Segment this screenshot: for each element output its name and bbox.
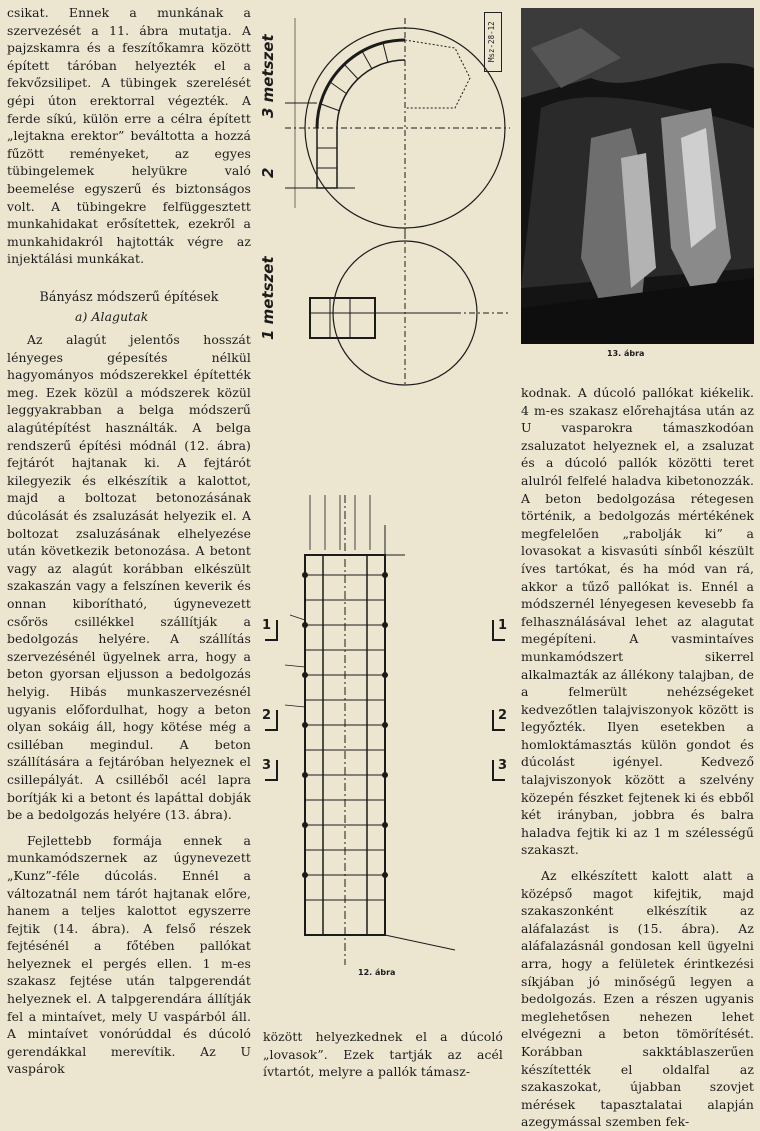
marker-2-right: 2 (498, 708, 508, 723)
text-column-right (521, 384, 754, 1131)
text-column-middle-bottom (263, 1028, 503, 1081)
cross-section-figure (255, 8, 515, 388)
marker-3-right: 3 (498, 758, 508, 773)
tunnel-photo (521, 8, 754, 344)
section-1-label: 1 metszet (259, 256, 277, 340)
marker-3-left: 3 (262, 758, 272, 773)
marker-1-right: 1 (498, 618, 508, 633)
paragraph-intro: csikat. Ennek a munkának a szervezését a 11. ábra mutatja. A pajzskamra és a feszítőkamra között épített tárόban helyezték el a fekvőzsilipet. A tübingek szerelését gépi úton erektorral végezték. A ferde síkú, külön erre a célra épített „lejtakna erektor” beváltotta a hozzá fűzött reményeket, az egyes tübingelemek helyükre való beemelése egyszerű és biztonságos volt. A tübingekre felfüggesztett munkahidakat erősítettek, ezekről a munkahidakról hajtották végre az injektálási munkákat. (7, 5, 251, 267)
marker-2-left: 2 (262, 708, 272, 723)
marker-1-left: 1 (262, 618, 272, 633)
section-2-label: 2 (259, 167, 277, 178)
section-heading: Bányász módszerű építések (39, 288, 219, 304)
text-column-left (7, 4, 251, 1078)
figure-12-caption: 12. ábra (358, 968, 396, 977)
figure-13-caption: 13. ábra (607, 349, 645, 358)
longitudinal-section-figure (255, 495, 520, 965)
section-3-label: 3 metszet (259, 34, 277, 118)
drawing-stamp: Msz-28-12 (484, 12, 502, 72)
paragraph-kalott: Az elkészített kalott alatt a középső magot kifejtik, majd szakaszonként elkészítik az aláfalazást is (15. ábra). Az aláfalazásnál gondosan kell ügyelni arra, hogy a felületek érintkezési síkjában jó minőségű legyen a bedolgozás. Ezen a részen ugyanis meglehetősen nehezen lehet elvégezni a beton tömörítését. Korábban sakktáblaszerűen készítették el oldalfal az szakaszokat, újabban szovjet mérések tapasztalatai alapján azegymással szemben fek- (521, 868, 754, 1130)
paragraph-belga-method: Az alagút jelentős hosszát lényeges gépesítés nélkül hagyományos módszerekkel építették meg. Ezek közül a módszerek közül leggyakrabban a belga módszerű alagútépítést használták. A belga rendszerű építési módnál (12. ábra) fejtárót hajtanak ki. A fejtárót kilegyezik és elkészítik a kalottot, majd a boltozat betonozásának dúcolását és zsaluzását helyezik el. A boltozat zsaluzásának elhelyezése után következik betonozása. A betont vagy az alagút korábban elkészült szakaszán vagy a felszínen keverik és onnan kiboríthatό, úgynevezett csőrös csillékkel szállítják a bedolgozás helyére. A szállítás szervezésénél ügyelnek arra, hogy a beton gyorsan eljusson a bedolgozás helyig. Hibás munkaszervezésnél ugyanis előfordulhat, hogy a beton olyan sokáig áll, hogy kötése még a csilléban megindul. A beton szállítására a fejtárόban helyeznek el csillepályát. A csilléből acél lapra borítják ki a betont és lapáttal dobják be a bedolgozás helyére (13. ábra). (7, 332, 251, 823)
section-subheading: a) Alagutak (75, 308, 149, 324)
paragraph-lovasok: között helyezkednek el a dúcoló „lovasok”. Ezek tartják az acél ívtartót, melyre a pallók támasz- (263, 1029, 503, 1080)
paragraph-duco: kodnak. A dúcoló pallókat kiékelik. 4 m-es szakasz előrehajtása után az U vasparokra támaszkodóan zsaluzatot helyeznek el, a zsaluzat és a dúcoló pallók közötti teret alulról felfelé haladva kibetonozzák. A beton bedolgozása rétegesen történik, a bedolgozás mértékének megfelelően „rabolják ki” a lovasokat a kisvasúti sínből készült íves tartókat, és ha mód van rá, akkor a tűző pallókat is. Ennél a módszernél lényegesen kevesebb fa felhasználásával lehet az alagutat megépíteni. A vasmintaíves munkamódszert sikerrel alkalmazták az állékony talajban, de a felmerült nehézségeket kedvezőtlen talajviszonyok között is legyőzték. Ilyen esetekben a homloktámasztás külön gondot és dúcolást igényel. Kedvező talajviszonyok között a szelvény közepén fészket fejtenek ki és ebből két irányban, jobbra és balra haladva fejtik ki az 1 m szélességű szakaszt. (521, 385, 754, 858)
tunnel-photo-image (521, 8, 754, 344)
paragraph-kunz-method: Fejlettebb formája ennek a munkamódszernek az úgynevezett „Kunz”-féle dúcolás. Ennél a változatnál nem tárót hajtanak előre, hanem a teljes kalottot egyszerre fejtik (14. ábra). A felső részek fejtésénél a főtében pallókat helyeznek el pergés ellen. 1 m-es szakasz fejtése után talpgerendát helyeznek el. A talpgerendára állítják fel a mintaívet, mely U vaspárból áll. A mintaívet vonórúddal és dúcoló gerendákkal merevítik. Az U vaspárok (7, 832, 251, 1077)
